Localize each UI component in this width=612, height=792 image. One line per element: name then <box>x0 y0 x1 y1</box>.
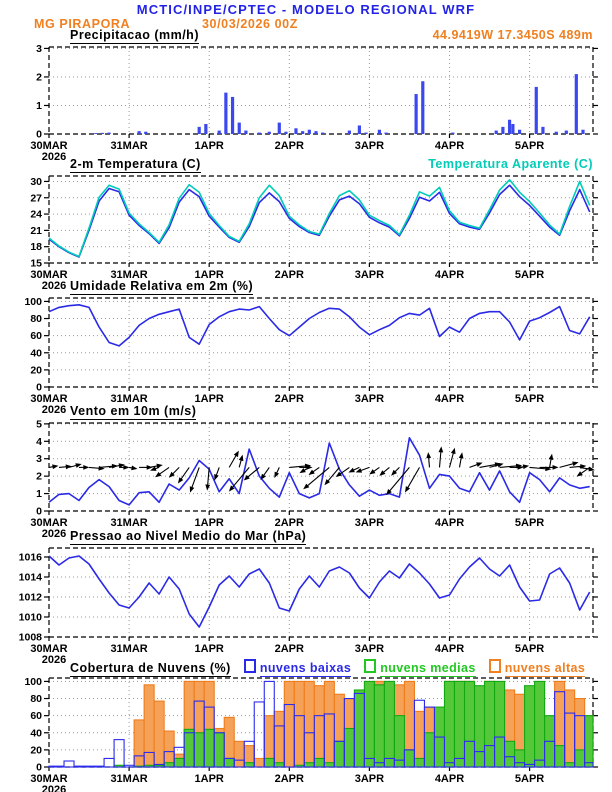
legend-label: nuvens baixas <box>259 661 352 675</box>
svg-text:2APR: 2APR <box>274 140 304 152</box>
svg-text:5APR: 5APR <box>514 643 545 655</box>
svg-text:30: 30 <box>30 175 42 188</box>
svg-text:31MAR: 31MAR <box>110 393 148 405</box>
svg-text:2APR: 2APR <box>274 643 304 655</box>
svg-text:60: 60 <box>30 710 42 723</box>
svg-text:2026: 2026 <box>41 404 67 416</box>
svg-text:2APR: 2APR <box>274 517 304 529</box>
svg-text:2026: 2026 <box>41 151 67 163</box>
panel-title-clouds: Cobertura de Nuvens (%) <box>70 661 231 675</box>
svg-text:30MAR: 30MAR <box>30 393 68 405</box>
svg-text:2026: 2026 <box>41 280 67 292</box>
svg-text:2APR: 2APR <box>274 269 304 281</box>
svg-text:24: 24 <box>30 208 42 221</box>
panel-rh <box>24 296 598 416</box>
svg-text:0: 0 <box>36 505 42 518</box>
svg-text:0: 0 <box>36 128 42 141</box>
svg-text:0: 0 <box>36 381 42 394</box>
svg-text:1010: 1010 <box>18 611 42 624</box>
panel-wind <box>30 418 598 540</box>
svg-text:0: 0 <box>36 761 42 774</box>
svg-text:4APR: 4APR <box>434 643 465 655</box>
svg-text:31MAR: 31MAR <box>110 517 148 529</box>
svg-text:31MAR: 31MAR <box>110 643 148 655</box>
svg-text:2: 2 <box>36 71 42 84</box>
panel-pres <box>19 548 598 666</box>
legend-item-nuvens-baixas <box>244 658 351 677</box>
svg-text:2APR: 2APR <box>274 393 304 405</box>
svg-text:3APR: 3APR <box>354 643 385 655</box>
page-title: MCTIC/INPE/CPTEC - MODELO REGIONAL WRF <box>136 2 476 17</box>
svg-text:4APR: 4APR <box>434 269 465 281</box>
legend-item-nuvens-altas <box>489 658 586 677</box>
svg-text:30MAR: 30MAR <box>30 643 68 655</box>
panel-precip <box>30 43 598 163</box>
svg-text:5APR: 5APR <box>514 517 545 529</box>
svg-text:18: 18 <box>30 241 42 254</box>
run-datetime: 30/03/2026 00Z <box>202 17 298 31</box>
svg-text:30MAR: 30MAR <box>30 517 68 529</box>
svg-text:3APR: 3APR <box>354 773 385 785</box>
svg-text:1APR: 1APR <box>194 269 224 281</box>
svg-text:1016: 1016 <box>18 551 42 564</box>
svg-text:1014: 1014 <box>18 571 42 584</box>
svg-text:40: 40 <box>30 347 42 360</box>
svg-text:5APR: 5APR <box>514 773 545 785</box>
svg-text:1APR: 1APR <box>194 773 224 785</box>
svg-text:3APR: 3APR <box>354 140 385 152</box>
svg-text:40: 40 <box>30 727 42 740</box>
svg-text:15: 15 <box>30 257 42 270</box>
svg-text:21: 21 <box>30 224 42 237</box>
svg-text:20: 20 <box>30 744 42 757</box>
svg-text:1APR: 1APR <box>194 517 224 529</box>
svg-text:30MAR: 30MAR <box>30 773 68 785</box>
panel-title-temperature: 2-m Temperatura (C) <box>70 157 201 171</box>
panel-clouds <box>24 676 598 792</box>
svg-text:31MAR: 31MAR <box>110 269 148 281</box>
legend-swatch-nuvens-medias-icon <box>364 659 376 673</box>
svg-text:80: 80 <box>30 693 42 706</box>
svg-text:4APR: 4APR <box>434 517 465 529</box>
svg-text:1: 1 <box>36 488 42 501</box>
svg-text:31MAR: 31MAR <box>110 773 148 785</box>
panel-temp <box>30 176 598 292</box>
svg-text:2026: 2026 <box>41 654 67 666</box>
svg-text:1008: 1008 <box>18 631 42 644</box>
svg-text:2026: 2026 <box>41 528 67 540</box>
svg-text:1: 1 <box>36 99 42 112</box>
svg-text:3: 3 <box>36 453 42 466</box>
svg-text:2APR: 2APR <box>274 773 304 785</box>
svg-text:100: 100 <box>24 675 42 688</box>
legend-label: nuvens altas <box>504 661 586 675</box>
svg-text:2: 2 <box>36 470 42 483</box>
svg-text:20: 20 <box>30 364 42 377</box>
svg-text:4APR: 4APR <box>434 773 465 785</box>
legend-item-nuvens-medias <box>364 658 476 677</box>
svg-text:80: 80 <box>30 313 42 326</box>
svg-text:3: 3 <box>36 42 42 55</box>
svg-text:5APR: 5APR <box>514 269 545 281</box>
svg-text:27: 27 <box>30 192 42 205</box>
svg-text:30MAR: 30MAR <box>30 269 68 281</box>
legend-swatch-nuvens-altas-icon <box>489 659 501 673</box>
coords-annotation: 44.9419W 17.3450S 489m <box>432 28 593 42</box>
svg-text:60: 60 <box>30 330 42 343</box>
panel-title-pressure: Pressao ao Nivel Medio do Mar (hPa) <box>70 529 307 543</box>
svg-text:31MAR: 31MAR <box>110 140 148 152</box>
svg-text:5APR: 5APR <box>514 140 545 152</box>
svg-text:5APR: 5APR <box>514 393 545 405</box>
svg-text:1012: 1012 <box>18 591 42 604</box>
svg-text:4APR: 4APR <box>434 140 465 152</box>
panel-title-wind: Vento em 10m (m/s) <box>70 404 197 418</box>
svg-text:3APR: 3APR <box>354 269 385 281</box>
svg-text:2026: 2026 <box>41 784 67 792</box>
svg-text:5: 5 <box>36 418 42 431</box>
svg-text:4APR: 4APR <box>434 393 465 405</box>
panel-title-precipitation: Precipitacao (mm/h) <box>70 28 199 42</box>
legend-label: nuvens medias <box>380 661 476 675</box>
cloud-title-row <box>70 658 585 677</box>
svg-text:1APR: 1APR <box>194 393 224 405</box>
station-label: MG PIRAPORA <box>34 17 131 31</box>
svg-text:3APR: 3APR <box>354 517 385 529</box>
svg-text:4: 4 <box>36 435 42 448</box>
svg-text:1APR: 1APR <box>194 140 224 152</box>
svg-text:1APR: 1APR <box>194 643 224 655</box>
svg-text:3APR: 3APR <box>354 393 385 405</box>
apparent-temperature-label: Temperatura Aparente (C) <box>428 157 593 171</box>
svg-text:30MAR: 30MAR <box>30 140 68 152</box>
svg-text:100: 100 <box>24 295 42 308</box>
panel-title-humidity: Umidade Relativa em 2m (%) <box>70 279 254 293</box>
legend-swatch-nuvens-baixas-icon <box>244 659 256 673</box>
